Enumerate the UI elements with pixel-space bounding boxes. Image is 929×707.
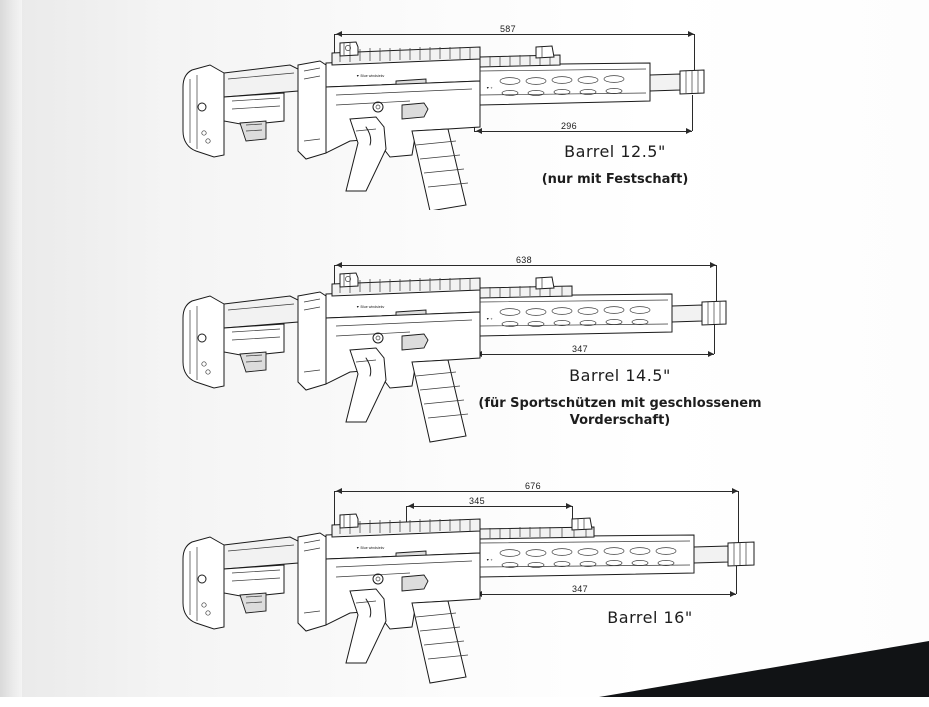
dim-line-overall-16 xyxy=(334,491,738,492)
svg-text:▼ Blue windsiekv: ▼ Blue windsiekv xyxy=(356,305,385,309)
svg-text:▼ Blue windsiekv: ▼ Blue windsiekv xyxy=(356,546,385,550)
dim-arrow-left-16 xyxy=(336,488,342,494)
dim-arrow-right-16 xyxy=(732,488,738,494)
variant-barrel-12-5 xyxy=(0,0,929,232)
svg-text:▼ ⌖: ▼ ⌖ xyxy=(486,86,493,90)
caption-sub-line2-14-5: Vorderschaft) xyxy=(569,413,671,428)
caption-title-12-5: Barrel 12.5" xyxy=(564,142,666,161)
svg-text:▼ Blue windsiekv: ▼ Blue windsiekv xyxy=(356,74,385,78)
dim-label-upper-16: 345 xyxy=(469,496,485,506)
dim-label-overall-12-5: 587 xyxy=(500,24,516,34)
caption-block-16 xyxy=(505,608,795,627)
rifle-drawing-16 xyxy=(180,507,780,707)
dim-label-overall-16: 676 xyxy=(525,481,541,491)
caption-sub-line1-14-5: (für Sportschützen mit geschlossenem xyxy=(478,396,762,411)
caption-block-14-5 xyxy=(470,366,770,429)
variant-barrel-16 xyxy=(0,464,929,697)
svg-text:▼ ⌖: ▼ ⌖ xyxy=(486,317,493,321)
caption-block-12-5 xyxy=(470,142,760,188)
dim-label-handguard-16: 347 xyxy=(572,584,588,594)
dim-label-overall-14-5: 638 xyxy=(516,255,532,265)
dim-label-handguard-14-5: 347 xyxy=(572,344,588,354)
dim-label-handguard-12-5: 296 xyxy=(561,121,577,131)
caption-title-16: Barrel 16" xyxy=(607,608,693,627)
caption-sub-12-5: (nur mit Festschaft) xyxy=(541,172,689,187)
variant-barrel-14-5 xyxy=(0,232,929,464)
caption-sub-14-5 xyxy=(470,395,770,429)
caption-title-14-5: Barrel 14.5" xyxy=(569,366,671,385)
svg-text:▼ ⌖: ▼ ⌖ xyxy=(486,558,493,562)
